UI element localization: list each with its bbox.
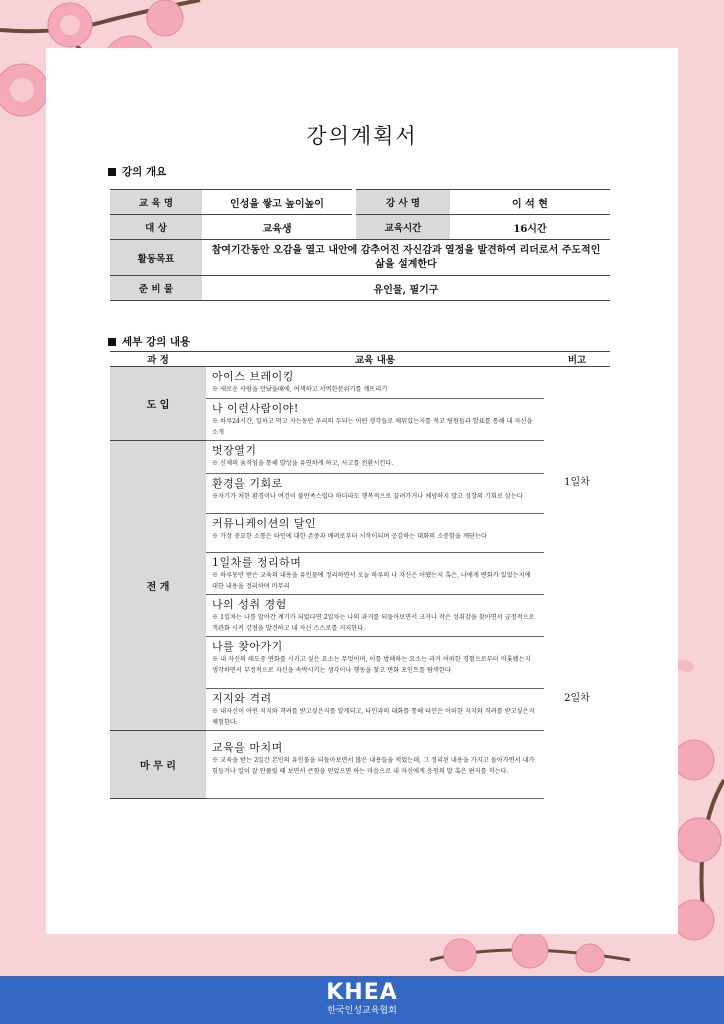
goal-value: 참여기간동안 오감을 열고 내안에 감추어진 자신감과 열정을 발견하여 리더로서 주도적인 삶을 설계한다 (202, 240, 610, 276)
item-desc: ※ 신체의 움직임을 통해 발상을 유연하게 하고, 사고를 전환시킨다. (212, 460, 394, 467)
page-title: 강의계획서 (306, 124, 418, 148)
detail-table (110, 351, 610, 799)
stage-intro: 도 입 (110, 367, 206, 441)
list-item (206, 689, 544, 731)
table-header-row (110, 352, 610, 367)
square-bullet-icon (108, 338, 116, 346)
list-item (206, 553, 544, 595)
item-desc: ※ 하루24시간, 일하고 먹고 자는동안 우리의 두되는 어떤 생각들로 채워있는지를 적고 팀원들과 발표를 통해 내 자신을 소개 (212, 418, 533, 436)
instructor-label: 강 사 명 (356, 190, 450, 215)
course-value: 인성을 쌓고 높이높이 (202, 190, 352, 215)
list-item (206, 514, 544, 553)
goal-label: 활동목표 (110, 240, 202, 276)
col-content: 교육 내용 (206, 352, 544, 367)
table-row (110, 215, 610, 240)
footer-bar (0, 976, 724, 1024)
note-day2: 2일차 (564, 693, 590, 704)
table-row (110, 731, 610, 799)
hours-value: 16시간 (450, 215, 610, 240)
col-stage: 과 정 (110, 352, 206, 367)
list-item (206, 367, 544, 399)
section-overview-title: 강의 개요 (122, 166, 167, 178)
item-name: 나 이런사람이야! (212, 402, 299, 415)
list-item (206, 474, 544, 514)
item-desc: ※ 교육을 받는 2일간 본인의 유인물을 되돌아보면서 많은 내용들을 적었는데, 그 정리된 내용을 가지고 돌아가면서 내가 힘들거나 일이 잘 안풀릴 때 보면서 큰힘을 얻었으면 하는 마음으로 내 자신에게 응원의 말 혹은 편지를 적는다. (212, 757, 535, 775)
item-desc: ※ 새로운 사람을 만났을때에, 어색하고 서먹한분위기를 깨뜨리기 (212, 386, 388, 393)
item-name: 1일차를 정리하며 (212, 556, 302, 569)
stage-end: 마 무 리 (110, 731, 206, 799)
note-day1: 1일차 (564, 477, 590, 489)
item-desc: ※ 내자신이 어떤 지지와 격려를 받고싶은지를 알게되고, 타인과의 대화를 통해 타인은 어떠한 지지와 격려를 받고싶은지 체험한다. (212, 708, 535, 726)
table-row (110, 240, 610, 276)
item-name: 커뮤니케이션의 달인 (212, 517, 317, 530)
course-label: 교 육 명 (110, 190, 202, 215)
instructor-value: 이 석 현 (450, 190, 610, 215)
overview-table (110, 189, 610, 301)
list-item (206, 399, 544, 441)
item-desc: ※ 하루동안 받은 교육의 내용을 유인물에 정리하면서 오늘 하루의 나 자신은 어땠는지 혹은, 나에게 변화가 있었는지에 대한 내용을 정리하며 마무리 (212, 572, 531, 590)
table-row (110, 190, 610, 215)
section-overview-heading (108, 164, 166, 179)
item-name: 환경을 기회로 (212, 477, 283, 490)
item-name: 교육을 마치며 (212, 741, 283, 754)
section-detail-title: 세부 강의 내용 (122, 336, 191, 348)
section-detail-heading (108, 334, 190, 349)
item-name: 나를 찾아가기 (212, 640, 283, 653)
target-label: 대 상 (110, 215, 202, 240)
hours-label: 교육시간 (356, 215, 450, 240)
list-item (206, 595, 544, 637)
target-value: 교육생 (202, 215, 352, 240)
prep-value: 유인물, 필기구 (202, 276, 610, 301)
cherry-blossom-bottom-icon (430, 930, 630, 976)
item-name: 지지와 격려 (212, 692, 272, 705)
khea-logo: KHEA (326, 980, 398, 1005)
square-bullet-icon (108, 168, 116, 176)
col-note: 비고 (544, 352, 610, 367)
item-name: 나의 성취 경험 (212, 598, 287, 611)
item-desc: ※ 가장 중요한 소통은 타인에 대한 존중과 배려로부터 시작이되며 공감하는 대화의 소중함을 깨닫는다 (212, 533, 487, 540)
item-name: 벗장열기 (212, 444, 257, 457)
list-item (206, 441, 544, 474)
item-desc: ※ 1일차는 나를 알아간 계기가 되었다면 2일차는 나의 과거를 되돌아보면서 크거나 작은 성취감을 찾아면서 긍정적으로 객관화 시켜 강점을 발견하고 내 자신 스스로를 지지한다. (212, 614, 535, 632)
prep-label: 준 비 물 (110, 276, 202, 301)
organization-name: 한국인성교육협회 (327, 1006, 397, 1016)
stage-main: 전 개 (110, 441, 206, 731)
item-desc: ※자기가 처한 환경이나 여건이 불만족스럽다 하더라도 행복적으로 끌려가거나 체념하지 말고 성장의 기회로 삼는다 (212, 493, 523, 500)
list-item (206, 637, 544, 689)
table-row (110, 276, 610, 301)
document-page (46, 48, 678, 934)
item-name: 아이스 브레이킹 (212, 370, 294, 383)
list-item (206, 731, 544, 799)
item-desc: ※ 내 자신의 태도중 변화를 시키고 싶은 요소는 무엇이며, 이를 방해하는 요소는 과거 어떠한 경험으로부터 비롯됐는지 생각하면서 부정적으로 자신을 속박시키는 생각이나 행동을 찾고 변화 포인트를 탐색한다 (212, 656, 531, 674)
table-row (110, 441, 610, 474)
table-row (110, 367, 610, 399)
